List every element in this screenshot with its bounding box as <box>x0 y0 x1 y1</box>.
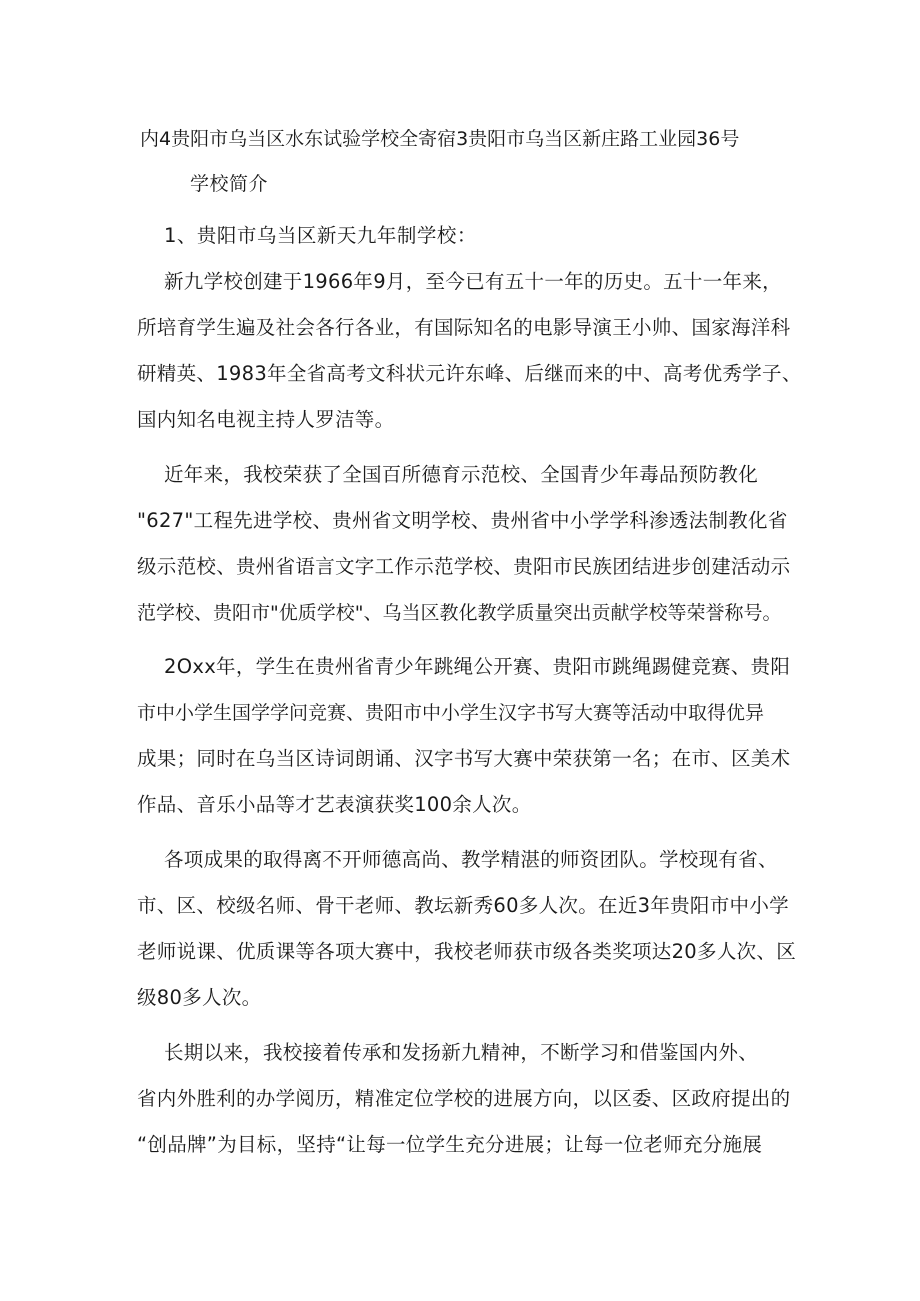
paragraph-line: 级示范校、贵州省语言文字工作示范学校、贵阳市民族团结进步创建活动示 <box>137 555 791 578</box>
section-title: 学校简介 <box>190 173 269 195</box>
paragraph-line: 国内知名电视主持人罗洁等。 <box>137 408 395 431</box>
paragraph-line: 市中小学生国学学问竞赛、贵阳市中小学生汉字书写大赛等活动中取得优异 <box>137 702 765 724</box>
header-line: 内4贵阳市乌当区水东试验学校全寄宿3贵阳市乌当区新庄路工业园36号 <box>140 128 740 150</box>
paragraph-line: 各项成果的取得离不开师德高尚、教学精湛的师资团队。学校现有省、 <box>164 848 778 871</box>
paragraph-line: 近年来，我校荣获了全国百所德育示范校、全国青少年毒品预防教化 <box>164 463 759 486</box>
paragraph-line: 所培育学生遍及社会各行各业，有国际知名的电影导演王小帅、国家海洋科 <box>137 316 791 339</box>
paragraph-line: 范学校、贵阳市"优质学校"、乌当区教化教学质量突出贡献学校等荣誉称号。 <box>137 602 782 624</box>
item-title: 1、贵阳市乌当区新天九年制学校： <box>164 224 477 247</box>
paragraph-line: 新九学校创建于1966年9月，至今已有五十一年的历史。五十一年来， <box>164 270 782 293</box>
paragraph-line: “创品牌”为目标，坚持“让每一位学生充分进展；让每一位老师充分施展 <box>137 1133 763 1156</box>
paragraph-line: 作品、音乐小品等才艺表演获奖100余人次。 <box>137 793 532 816</box>
paragraph-line: 成果；同时在乌当区诗词朗诵、汉字书写大赛中荣获第一名；在市、区美术 <box>137 747 791 770</box>
paragraph-line: "627"工程先进学校、贵州省文明学校、贵州省中小学学科渗透法制教化省 <box>137 509 788 532</box>
paragraph-line: 级80多人次。 <box>137 986 262 1009</box>
paragraph-line: 长期以来，我校接着传承和发扬新九精神，不断学习和借鉴国内外、 <box>164 1041 759 1064</box>
paragraph-line: 2Oxx年，学生在贵州省青少年跳绳公开赛、贵阳市跳绳踢健竞赛、贵阳 <box>164 655 791 678</box>
paragraph-line: 研精英、1983年全省高考文科状元许东峰、后继而来的中、高考优秀学子、 <box>137 362 802 385</box>
paragraph-line: 市、区、校级名师、骨干老师、教坛新秀60多人次。在近3年贵阳市中小学 <box>137 894 789 917</box>
paragraph-line: 老师说课、优质课等各项大赛中，我校老师获市级各类奖项达20多人次、区 <box>137 940 797 963</box>
paragraph-line: 省内外胜利的办学阅历，精准定位学校的进展方向，以区委、区政府提出的 <box>137 1087 791 1110</box>
